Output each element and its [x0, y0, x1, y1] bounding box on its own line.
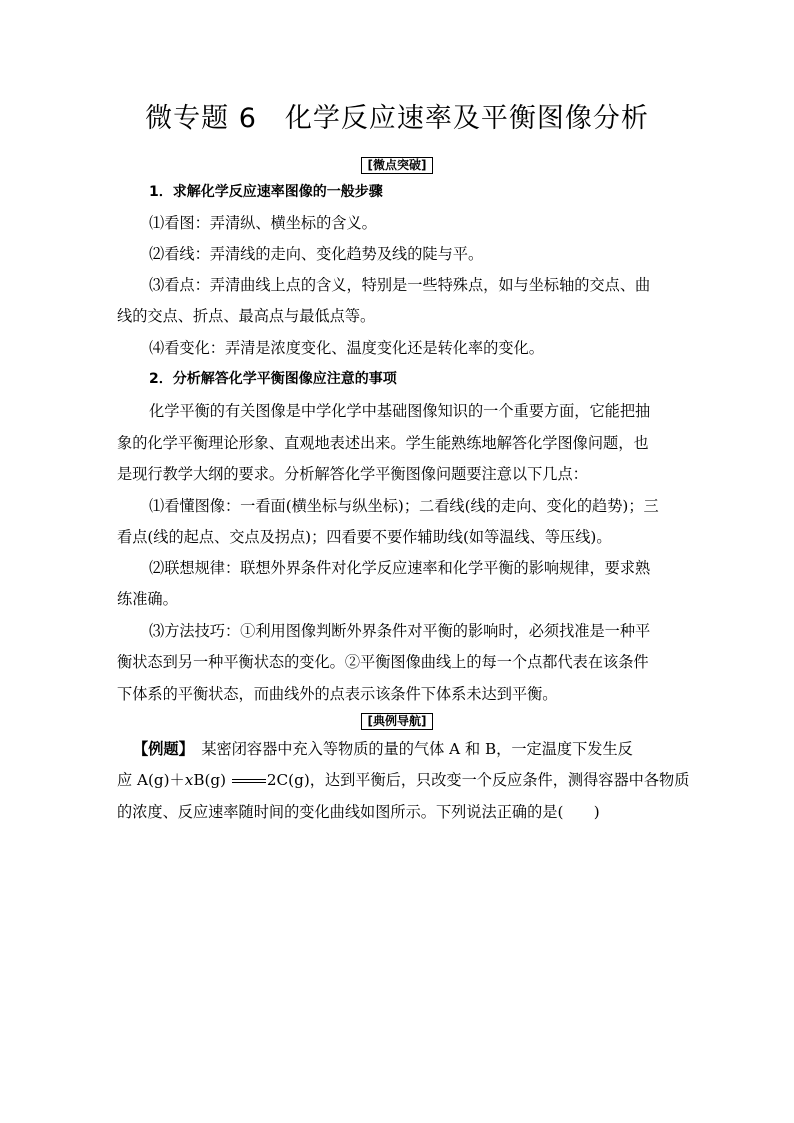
example-label: 【例题】 [133, 740, 187, 758]
paragraph: ⑵看线：弄清线的走向、变化趋势及线的陡与平。 [149, 245, 484, 263]
paragraph: 练准确。 [117, 590, 178, 608]
paragraph: 下体系的平衡状态，而曲线外的点表示该条件下体系未达到平衡。 [117, 685, 558, 703]
example-line-3: 的浓度、反应速率随时间的变化曲线如图所示。下列说法正确的是( ) [117, 803, 600, 821]
paragraph: 象的化学平衡理论形象、直观地表述出来。学生能熟练地解答化学图像问题，也 [117, 434, 649, 452]
paragraph: ⑶看点：弄清曲线上点的含义，特别是一些特殊点，如与坐标轴的交点、曲 [149, 276, 651, 294]
paragraph: ⑶方法技巧：①利用图像判断外界条件对平衡的影响时，必须找准是一种平 [149, 622, 651, 640]
heading-1: 1．求解化学反应速率图像的一般步骤 [149, 184, 383, 200]
paragraph: ⑴看懂图像：一看面(横坐标与纵坐标)；二看线(线的走向、变化的趋势)；三 [149, 497, 659, 515]
paragraph: 看点(线的起点、交点及拐点)；四看要不要作辅助线(如等温线、等压线)。 [117, 528, 612, 546]
section-tag-dianli: [典例导航] [0, 713, 794, 730]
equilibrium-arrow-icon [232, 779, 266, 783]
example-line-1: 【例题】 某密闭容器中充入等物质的量的气体 A 和 B，一定温度下发生反 [133, 740, 633, 758]
heading-2: 2．分析解答化学平衡图像应注意的事项 [149, 371, 397, 387]
paragraph: 化学平衡的有关图像是中学化学中基础图像知识的一个重要方面，它能把抽 [149, 402, 651, 420]
section-tag-weidian: [微点突破] [0, 157, 794, 174]
paragraph: 是现行教学大纲的要求。分析解答化学平衡图像问题要注意以下几点： [117, 465, 588, 483]
paragraph: ⑴看图：弄清纵、横坐标的含义。 [149, 214, 377, 232]
paragraph: ⑵联想规律：联想外界条件对化学反应速率和化学平衡的影响规律，要求熟 [149, 559, 651, 577]
paragraph: 线的交点、折点、最高点与最低点等。 [117, 307, 376, 325]
example-line-2: 应 A(g)＋xB(g) 2C(g)，达到平衡后，只改变一个反应条件，测得容器中各物质 [117, 771, 690, 789]
paragraph: ⑷看变化：弄清是浓度变化、温度变化还是转化率的变化。 [149, 339, 544, 357]
paragraph: 衡状态到另一种平衡状态的变化。②平衡图像曲线上的每一个点都代表在该条件 [117, 653, 649, 671]
page-title: 微专题 6 化学反应速率及平衡图像分析 [145, 103, 649, 134]
